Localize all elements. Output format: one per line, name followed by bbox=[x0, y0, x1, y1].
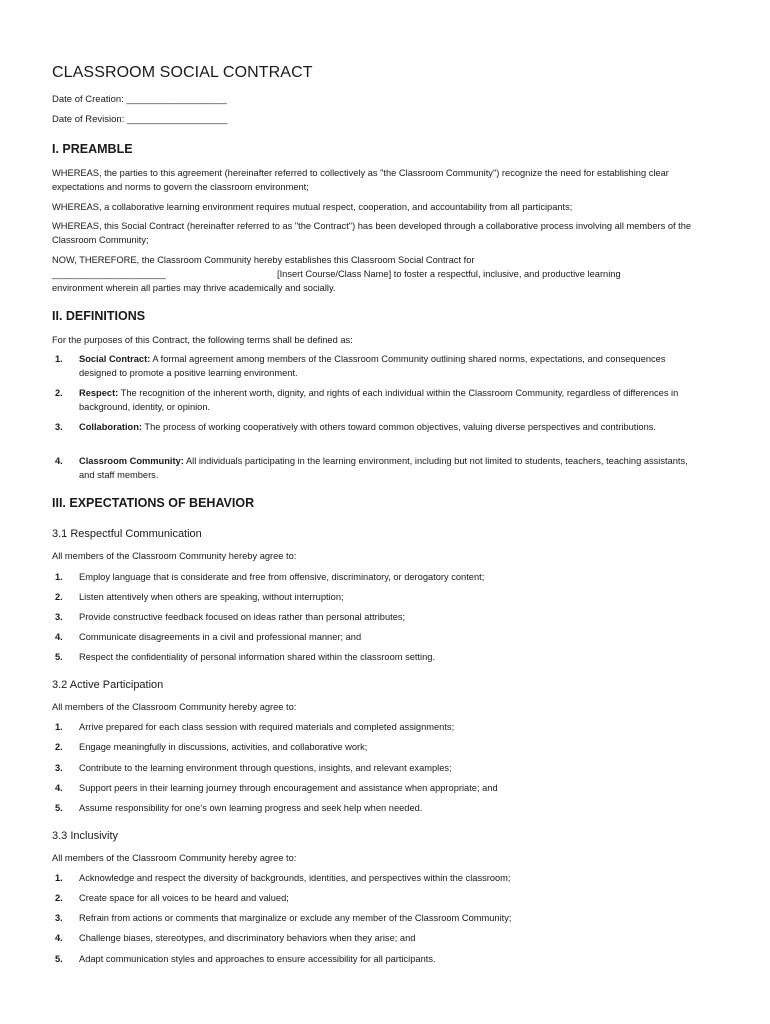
list-number: 2. bbox=[55, 742, 63, 752]
definition-term: Collaboration: bbox=[79, 422, 143, 432]
list-number: 2. bbox=[55, 592, 63, 602]
date-of-revision: Date of Revision: ___________________ bbox=[52, 114, 228, 125]
definition-term: Social Contract: bbox=[79, 354, 151, 364]
list-number: 4. bbox=[55, 783, 63, 793]
class-name-blank: ______________________ bbox=[52, 269, 166, 279]
list-item: Create space for all voices to be heard and valued; bbox=[79, 893, 289, 903]
list-number: 5. bbox=[55, 954, 63, 964]
preamble-heading: I. PREAMBLE bbox=[52, 142, 133, 156]
section-3-1-intro: All members of the Classroom Community hereby agree to: bbox=[52, 551, 297, 561]
definition-number: 2. bbox=[55, 388, 63, 398]
list-number: 1. bbox=[55, 572, 63, 582]
list-number: 2. bbox=[55, 893, 63, 903]
list-number: 5. bbox=[55, 652, 63, 662]
list-item: Support peers in their learning journey through encouragement and assistance when appropriate; and bbox=[79, 783, 498, 793]
preamble-paragraph-2: WHEREAS, a collaborative learning environment requires mutual respect, cooperation, and accountability from all participants; bbox=[52, 202, 573, 212]
list-number: 3. bbox=[55, 763, 63, 773]
definition-text: The process of working cooperatively with others toward common objectives, valuing diverse perspectives and contributions. bbox=[142, 422, 657, 432]
definition-number: 3. bbox=[55, 422, 63, 432]
list-number: 3. bbox=[55, 612, 63, 622]
definition-number: 4. bbox=[55, 456, 63, 466]
date-of-creation: Date of Creation: ___________________ bbox=[52, 94, 227, 105]
list-item: Engage meaningfully in discussions, activities, and collaborative work; bbox=[79, 742, 368, 752]
list-number: 1. bbox=[55, 873, 63, 883]
list-item: Adapt communication styles and approaches to ensure accessibility for all participants. bbox=[79, 954, 436, 964]
definition-number: 1. bbox=[55, 354, 63, 364]
definition-item bbox=[79, 386, 699, 414]
list-number: 3. bbox=[55, 913, 63, 923]
definitions-heading: II. DEFINITIONS bbox=[52, 309, 146, 323]
preamble-paragraph-4-line-1: NOW, THEREFORE, the Classroom Community hereby establishes this Classroom Social Contract for bbox=[52, 255, 475, 265]
list-item: Communicate disagreements in a civil and professional manner; and bbox=[79, 632, 362, 642]
list-item: Acknowledge and respect the diversity of backgrounds, identities, and perspectives within the classroom; bbox=[79, 873, 511, 883]
definition-item bbox=[79, 420, 699, 434]
preamble-paragraph-4-line-2: [Insert Course/Class Name] to foster a respectful, inclusive, and productive learning bbox=[277, 269, 621, 279]
preamble-paragraph-3: WHEREAS, this Social Contract (hereinafter referred to as "the Contract") has been developed through a collaborative process involving all members of the Classroom Community; bbox=[52, 221, 692, 245]
list-item: Refrain from actions or comments that marginalize or exclude any member of the Classroom Community; bbox=[79, 913, 512, 923]
list-item: Respect the confidentiality of personal information shared within the classroom setting. bbox=[79, 652, 436, 662]
definition-term: Classroom Community: bbox=[79, 456, 184, 466]
section-3-3-heading: 3.3 Inclusivity bbox=[52, 830, 119, 842]
definition-item bbox=[79, 454, 699, 482]
preamble-paragraph-4-line-3: environment wherein all parties may thrive academically and socially. bbox=[52, 283, 336, 293]
list-item: Provide constructive feedback focused on ideas rather than personal attributes; bbox=[79, 612, 406, 622]
list-number: 4. bbox=[55, 933, 63, 943]
list-number: 1. bbox=[55, 722, 63, 732]
list-item: Challenge biases, stereotypes, and discriminatory behaviors when they arise; and bbox=[79, 933, 416, 943]
list-item: Contribute to the learning environment through questions, insights, and relevant examples; bbox=[79, 763, 452, 773]
definition-text: The recognition of the inherent worth, dignity, and rights of each individual within the Classroom Community, regardless of differences in background, identity, or opinion. bbox=[79, 388, 679, 412]
definitions-intro: For the purposes of this Contract, the following terms shall be defined as: bbox=[52, 335, 353, 345]
list-number: 4. bbox=[55, 632, 63, 642]
list-number: 5. bbox=[55, 803, 63, 813]
list-item: Listen attentively when others are speaking, without interruption; bbox=[79, 592, 344, 602]
section-3-1-heading: 3.1 Respectful Communication bbox=[52, 528, 202, 540]
list-item: Arrive prepared for each class session with required materials and completed assignments; bbox=[79, 722, 455, 732]
section-3-2-intro: All members of the Classroom Community hereby agree to: bbox=[52, 702, 297, 712]
definition-text: All individuals participating in the learning environment, including but not limited to students, teachers, teaching assistants, and staff members. bbox=[79, 456, 688, 480]
preamble-paragraph-1: WHEREAS, the parties to this agreement (hereinafter referred to collectively as "the Classroom Community") recognize the need for establishing clear expectations and norms to govern the classroom environment; bbox=[52, 168, 669, 192]
section-3-2-heading: 3.2 Active Participation bbox=[52, 679, 164, 691]
section-3-3-intro: All members of the Classroom Community hereby agree to: bbox=[52, 853, 297, 863]
list-item: Assume responsibility for one's own learning progress and seek help when needed. bbox=[79, 803, 423, 813]
definition-item bbox=[79, 352, 699, 380]
expectations-heading: III. EXPECTATIONS OF BEHAVIOR bbox=[52, 496, 255, 510]
list-item: Employ language that is considerate and free from offensive, discriminatory, or derogatory content; bbox=[79, 572, 485, 582]
definition-text: A formal agreement among members of the Classroom Community outlining shared norms, expectations, and consequences designed to promote a positive learning environment. bbox=[79, 354, 666, 378]
definition-term: Respect: bbox=[79, 388, 119, 398]
document-title: CLASSROOM SOCIAL CONTRACT bbox=[52, 64, 313, 81]
